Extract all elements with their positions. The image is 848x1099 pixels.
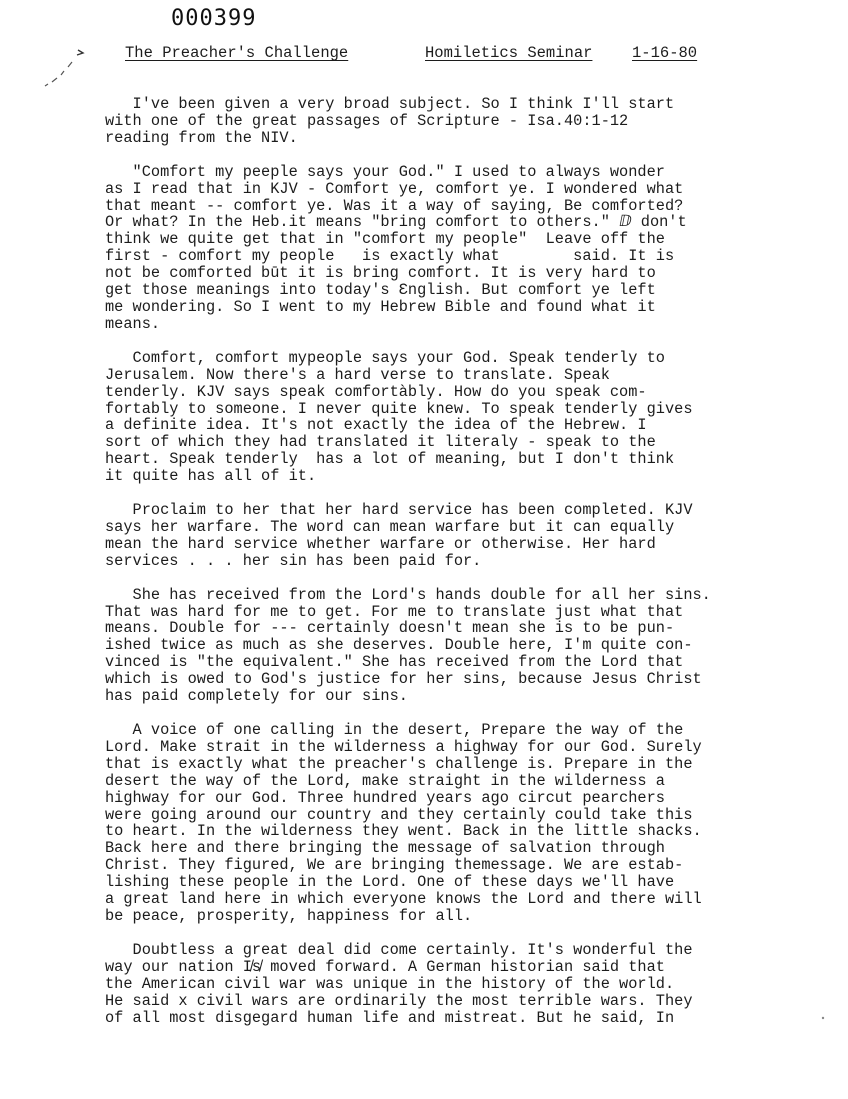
text-line: That was hard for me to get. For me to translate just what that — [105, 602, 684, 621]
text-line: vinced is "the equivalent." She has received from the Lord that — [105, 653, 684, 672]
text-line: Proclaim to her that her hard service has been completed. KJV — [105, 501, 693, 520]
text-line: means. — [105, 314, 161, 333]
text-line: think we quite get that in "comfort my people" Leave off the — [105, 230, 665, 249]
page-id-stamp: 000399 — [171, 6, 257, 31]
text-line: sort of which they had translated it literaly - speak to the — [105, 433, 656, 452]
text-line: first - comfort my people is exactly what said. It is — [105, 247, 675, 266]
document-date: 1-16-80 — [632, 44, 698, 62]
text-line: tenderly. KJV says speak comfortàbly. How do you speak com- — [105, 382, 647, 401]
text-line: to heart. In the wilderness they went. Back in the little shacks. — [105, 822, 702, 841]
text-line: that meant -- comfort ye. Was it a way of saying, Be comforted? — [105, 196, 684, 215]
pen-mark — [28, 40, 88, 100]
text-line: has paid completely for our sins. — [105, 687, 408, 706]
text-line: of all most disgegard human life and mistreat. But he said, In — [105, 1008, 675, 1027]
text-line: highway for our God. Three hundred years ago circut pearchers — [105, 788, 665, 807]
text-line: services . . . her sin has been paid for. — [105, 551, 482, 570]
text-line: a great land here in which everyone knows the Lord and there will — [105, 890, 702, 909]
text-line: Comfort, comfort mypeople says your God. Speak tenderly to — [105, 348, 665, 367]
text-line: lishing these people in the Lord. One of these days we'll have — [105, 873, 675, 892]
seminar-name: Homiletics Seminar — [425, 44, 593, 62]
text-line: She has received from the Lord's hands double for all her sins. — [105, 585, 711, 604]
document-body — [105, 96, 795, 1043]
text-line: way our nation I̸s̸ moved forward. A German historian said that — [105, 957, 665, 976]
text-line: means. Double for --- certainly doesn't mean she is to be pun- — [105, 619, 675, 638]
paragraph — [105, 942, 795, 1027]
text-line: heart. Speak tenderly has a lot of meaning, but I don't think — [105, 450, 675, 469]
text-line: Lord. Make strait in the wilderness a highway for our God. Surely — [105, 737, 702, 756]
text-line: get those meanings into today's Ɛnglish. But comfort ye left — [105, 281, 656, 300]
document-header — [125, 44, 725, 66]
text-line: not be comforted būt it is bring comfort. It is very hard to — [105, 264, 656, 283]
text-line: Christ. They figured, We are bringing themessage. We are estab- — [105, 856, 684, 875]
text-line: it quite has all of it. — [105, 467, 317, 486]
text-line: Jerusalem. Now there's a hard verse to translate. Speak — [105, 365, 610, 384]
paragraph — [105, 722, 795, 925]
text-line: that is exactly what the preacher's challenge is. Prepare in the — [105, 754, 693, 773]
text-line: fortably to someone. I never quite knew. To speak tenderly gives — [105, 399, 693, 418]
text-line: I've been given a very broad subject. So I think I'll start — [105, 95, 675, 113]
paragraph — [105, 587, 795, 705]
scan-speck — [820, 1015, 826, 1021]
text-line: Doubtless a great deal did come certainly. It's wonderful the — [105, 940, 693, 959]
text-line: as I read that in KJV - Comfort ye, comfort ye. I wondered what — [105, 179, 684, 198]
text-line: "Comfort my peeple says your God." I used to always wonder — [105, 162, 665, 181]
text-line: the American civil war was unique in the history of the world. — [105, 974, 675, 993]
paragraph — [105, 96, 795, 147]
text-line: desert the way of the Lord, make straight in the wilderness a — [105, 771, 665, 790]
text-line: which is owed to God's justice for her sins, because Jesus Christ — [105, 670, 702, 689]
text-line: Back here and there bringing the message of salvation through — [105, 839, 665, 858]
text-line: A voice of one calling in the desert, Prepare the way of the — [105, 721, 684, 739]
text-line: ished twice as much as she deserves. Double here, I'm quite con- — [105, 636, 693, 655]
document-title: The Preacher's Challenge — [125, 44, 349, 62]
text-line: with one of the great passages of Scripture - Isa.40:1-12 — [105, 111, 629, 130]
text-line: mean the hard service whether warfare or otherwise. Her hard — [105, 534, 656, 553]
text-line: a definite idea. It's not exactly the idea of the Hebrew. I — [105, 416, 647, 435]
text-line: me wondering. So I went to my Hebrew Bible and found what it — [105, 297, 656, 316]
text-line: be peace, prosperity, happiness for all. — [105, 906, 473, 925]
text-line: Or what? In the Heb.it means "bring comfort to others." ⅅ don't — [105, 213, 687, 232]
text-line: says her warfare. The word can mean warfare but it can equally — [105, 517, 675, 536]
text-line: He said x civil wars are ordinarily the most terrible wars. They — [105, 991, 693, 1010]
paragraph — [105, 164, 795, 333]
paragraph — [105, 502, 795, 570]
text-line: were going around our country and they certainly could take this — [105, 805, 693, 824]
text-line: reading from the NIV. — [105, 128, 298, 147]
paragraph — [105, 350, 795, 485]
